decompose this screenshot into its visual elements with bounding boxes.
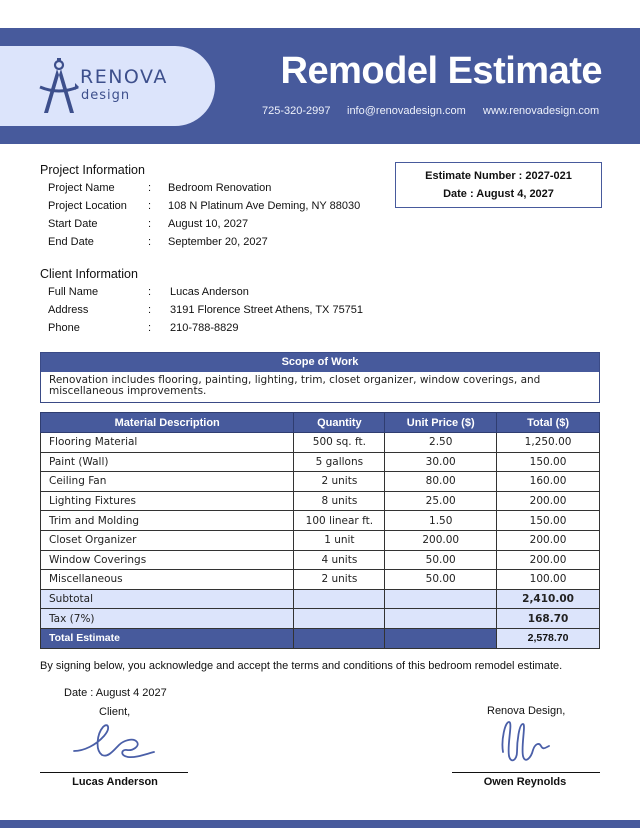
client-label: Client, — [99, 706, 131, 718]
project-row-value: September 20, 2027 — [168, 236, 268, 248]
company-signature-line — [452, 772, 600, 773]
unit-price-cell: 80.00 — [385, 472, 497, 492]
colon: : — [148, 322, 152, 334]
empty-cell — [294, 609, 385, 629]
unit-price-cell: 2.50 — [385, 433, 497, 453]
table-row — [41, 511, 600, 531]
materials-table — [40, 412, 600, 649]
header-email[interactable]: info@renovadesign.com — [347, 105, 466, 117]
colon: : — [148, 200, 152, 212]
project-info-heading: Project Information — [40, 163, 145, 177]
unit-price-cell: 30.00 — [385, 452, 497, 472]
client-row-value: Lucas Anderson — [170, 286, 249, 298]
table-row — [41, 452, 600, 472]
footer-bar — [0, 820, 640, 828]
column-header: Quantity — [294, 413, 385, 433]
material-cell: Window Coverings — [41, 550, 294, 570]
total-cell: 150.00 — [497, 511, 600, 531]
material-cell: Flooring Material — [41, 433, 294, 453]
total-cell: 200.00 — [497, 491, 600, 511]
table-row — [41, 570, 600, 590]
quantity-cell: 2 units — [294, 472, 385, 492]
colon: : — [148, 304, 152, 316]
unit-price-cell: 50.00 — [385, 570, 497, 590]
header-phone: 725-320-2997 — [262, 105, 331, 117]
empty-cell — [385, 589, 497, 609]
client-row-label: Phone — [48, 322, 80, 334]
client-row-label: Address — [48, 304, 89, 316]
unit-price-cell: 50.00 — [385, 550, 497, 570]
scope-text: Renovation includes flooring, painting, lighting, trim, closet organizer, window coverings, and miscellaneous improvements. — [49, 374, 541, 397]
material-cell: Trim and Molding — [41, 511, 294, 531]
quantity-cell: 4 units — [294, 550, 385, 570]
client-signature-line — [40, 772, 188, 773]
total-cell: 200.00 — [497, 530, 600, 550]
tax-row — [41, 609, 600, 629]
quantity-cell: 100 linear ft. — [294, 511, 385, 531]
total-cell: 100.00 — [497, 570, 600, 590]
project-row-label: Project Location — [48, 200, 127, 212]
client-info-heading: Client Information — [40, 267, 138, 281]
subtotal-row — [41, 589, 600, 609]
scope-heading: Scope of Work — [41, 353, 599, 372]
client-row-value: 210-788-8829 — [170, 322, 239, 334]
client-signature-icon — [70, 718, 160, 768]
empty-cell — [294, 589, 385, 609]
table-row — [41, 433, 600, 453]
material-cell: Closet Organizer — [41, 530, 294, 550]
material-cell: Paint (Wall) — [41, 452, 294, 472]
empty-cell — [385, 609, 497, 629]
total-value: 2,578.70 — [497, 628, 600, 648]
empty-cell — [385, 628, 497, 648]
quantity-cell: 500 sq. ft. — [294, 433, 385, 453]
client-row-value: 3191 Florence Street Athens, TX 75751 — [170, 304, 364, 316]
material-cell: Miscellaneous — [41, 570, 294, 590]
colon: : — [148, 182, 152, 194]
quantity-cell: 2 units — [294, 570, 385, 590]
document-title: Remodel Estimate — [280, 50, 602, 92]
client-row-label: Full Name — [48, 286, 99, 298]
total-cell: 200.00 — [497, 550, 600, 570]
table-row — [41, 550, 600, 570]
total-row — [41, 628, 600, 648]
material-cell: Ceiling Fan — [41, 472, 294, 492]
brand-tagline: design — [81, 88, 131, 103]
table-row — [41, 530, 600, 550]
project-row-value: Bedroom Renovation — [168, 182, 272, 194]
project-row-value: 108 N Platinum Ave Deming, NY 88030 — [168, 200, 361, 212]
colon: : — [148, 218, 152, 230]
header-bar — [0, 28, 640, 144]
empty-cell — [294, 628, 385, 648]
signature-date: Date : August 4 2027 — [64, 687, 167, 699]
material-cell: Lighting Fixtures — [41, 491, 294, 511]
acknowledgement-text: By signing below, you acknowledge and accept the terms and conditions of this bedroom remodel estimate. — [40, 660, 563, 672]
table-row — [41, 491, 600, 511]
quantity-cell: 5 gallons — [294, 452, 385, 472]
total-cell: 1,250.00 — [497, 433, 600, 453]
quantity-cell: 1 unit — [294, 530, 385, 550]
unit-price-cell: 1.50 — [385, 511, 497, 531]
company-signer-name: Owen Reynolds — [483, 776, 567, 788]
estimate-date: Date : August 4, 2027 — [443, 188, 554, 200]
project-row-value: August 10, 2027 — [168, 218, 249, 230]
brand-name: RENOVA — [80, 66, 168, 88]
project-row-label: Project Name — [48, 182, 115, 194]
column-header: Unit Price ($) — [385, 413, 497, 433]
tax-label: Tax (7%) — [41, 609, 294, 629]
total-cell: 160.00 — [497, 472, 600, 492]
project-row-label: End Date — [48, 236, 94, 248]
column-header: Material Description — [41, 413, 294, 433]
table-header-row — [41, 413, 600, 433]
compass-logo-icon — [38, 57, 80, 115]
unit-price-cell: 25.00 — [385, 491, 497, 511]
company-label: Renova Design, — [487, 705, 566, 717]
unit-price-cell: 200.00 — [385, 530, 497, 550]
subtotal-label: Subtotal — [41, 589, 294, 609]
company-signature-icon — [495, 716, 555, 768]
subtotal-value: 2,410.00 — [497, 589, 600, 609]
client-signer-name: Lucas Anderson — [72, 776, 158, 788]
header-website[interactable]: www.renovadesign.com — [483, 105, 600, 117]
column-header: Total ($) — [497, 413, 600, 433]
total-label: Total Estimate — [41, 628, 294, 648]
logo-block — [0, 46, 215, 126]
table-row — [41, 472, 600, 492]
tax-value: 168.70 — [497, 609, 600, 629]
estimate-number-box — [395, 162, 602, 208]
colon: : — [148, 286, 152, 298]
project-row-label: Start Date — [48, 218, 98, 230]
total-cell: 150.00 — [497, 452, 600, 472]
estimate-number: Estimate Number : 2027-021 — [425, 170, 572, 182]
colon: : — [148, 236, 152, 248]
quantity-cell: 8 units — [294, 491, 385, 511]
scope-of-work-box — [40, 352, 600, 403]
